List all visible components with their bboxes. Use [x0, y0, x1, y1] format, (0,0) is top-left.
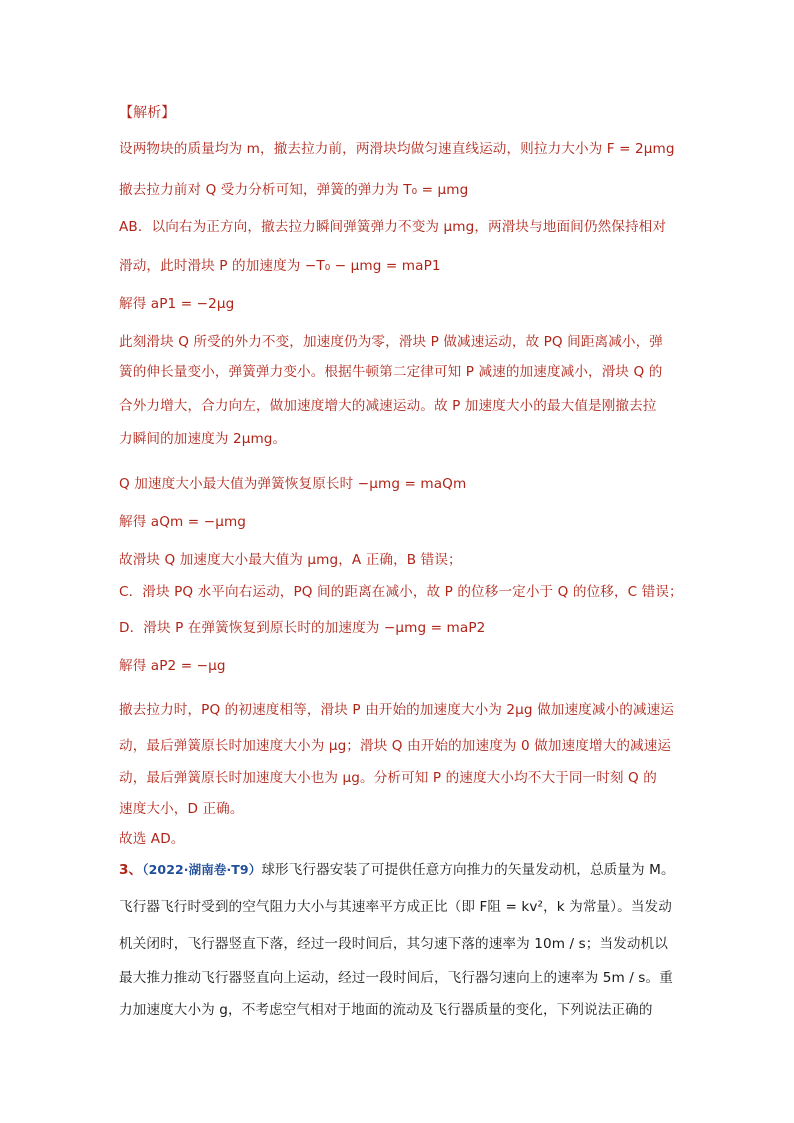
question-line: 最大推力推动飞行器竖直向上运动，经过一段时间后，飞行器匀速向上的速率为 5m / s。重	[119, 970, 673, 986]
text-line: 簧的伸长量变小，弹簧弹力变小。根据牛顿第二定律可知 P 减速的加速度减小，滑块 Q 的	[119, 364, 663, 380]
question-number: 3、	[119, 862, 143, 878]
text-line: D．滑块 P 在弹簧恢复到原长时的加速度为 −μmg = maP2	[119, 620, 486, 636]
question-source: （2022·湖南卷·T9）	[142, 862, 262, 877]
text-line: 解得 aP1 = −2μg	[119, 296, 235, 312]
text-line: 解得 aQm = −μmg	[119, 514, 247, 530]
question-first-line	[119, 861, 675, 879]
text-line: AB．以向右为正方向，撤去拉力瞬间弹簧弹力不变为 μmg，两滑块与地面间仍然保持相对	[119, 219, 667, 235]
text-line: 撤去拉力前对 Q 受力分析可知，弹簧的弹力为 T₀ = μmg	[119, 182, 469, 198]
text-line: C．滑块 PQ 水平向右运动，PQ 间的距离在减小，故 P 的位移一定小于 Q 的位移，C 错误；	[119, 584, 683, 600]
text-line: 动，最后弹簧原长时加速度大小为 μg；滑块 Q 由开始的加速度为 0 做加速度增大的减速运	[119, 738, 672, 754]
text-line: 合外力增大，合力向左，做加速度增大的减速运动。故 P 加速度大小的最大值是刚撤去拉	[119, 398, 657, 414]
question-line: 飞行器飞行时受到的空气阻力大小与其速率平方成正比（即 F阻 = kv²，k 为常量）。当发动	[119, 899, 672, 915]
text-line: 力瞬间的加速度为 2μmg。	[119, 431, 287, 447]
text-line: 速度大小，D 正确。	[119, 801, 244, 817]
text-line: 故选 AD。	[119, 831, 185, 847]
text-line: 撤去拉力时，PQ 的初速度相等，滑块 P 由开始的加速度大小为 2μg 做加速度减小的减速运	[119, 702, 675, 718]
text-line: 滑动，此时滑块 P 的加速度为 −T₀ − μmg = maP1	[119, 258, 441, 274]
question-line: 力加速度大小为 g，不考虑空气相对于地面的流动及飞行器质量的变化，下列说法正确的	[119, 1002, 653, 1018]
text-line: 解得 aP2 = −μg	[119, 658, 226, 674]
text-line: 动，最后弹簧原长时加速度大小也为 μg。分析可知 P 的速度大小均不大于同一时刻 Q 的	[119, 770, 657, 786]
analysis-heading: 【解析】	[119, 105, 176, 121]
text-line: 故滑块 Q 加速度大小最大值为 μmg，A 正确，B 错误；	[119, 552, 462, 568]
question-line: 球形飞行器安装了可提供任意方向推力的矢量发动机，总质量为 M。	[261, 862, 675, 878]
question-line: 机关闭时，飞行器竖直下落，经过一段时间后，其匀速下落的速率为 10m / s；当发动机以	[119, 936, 668, 952]
text-line: Q 加速度大小最大值为弹簧恢复原长时 −μmg = maQm	[119, 476, 467, 492]
text-line: 此刻滑块 Q 所受的外力不变，加速度仍为零，滑块 P 做减速运动，故 PQ 间距离减小，弹	[119, 334, 663, 350]
text-line: 设两物块的质量均为 m，撤去拉力前，两滑块均做匀速直线运动，则拉力大小为 F = 2μmg	[119, 141, 675, 157]
